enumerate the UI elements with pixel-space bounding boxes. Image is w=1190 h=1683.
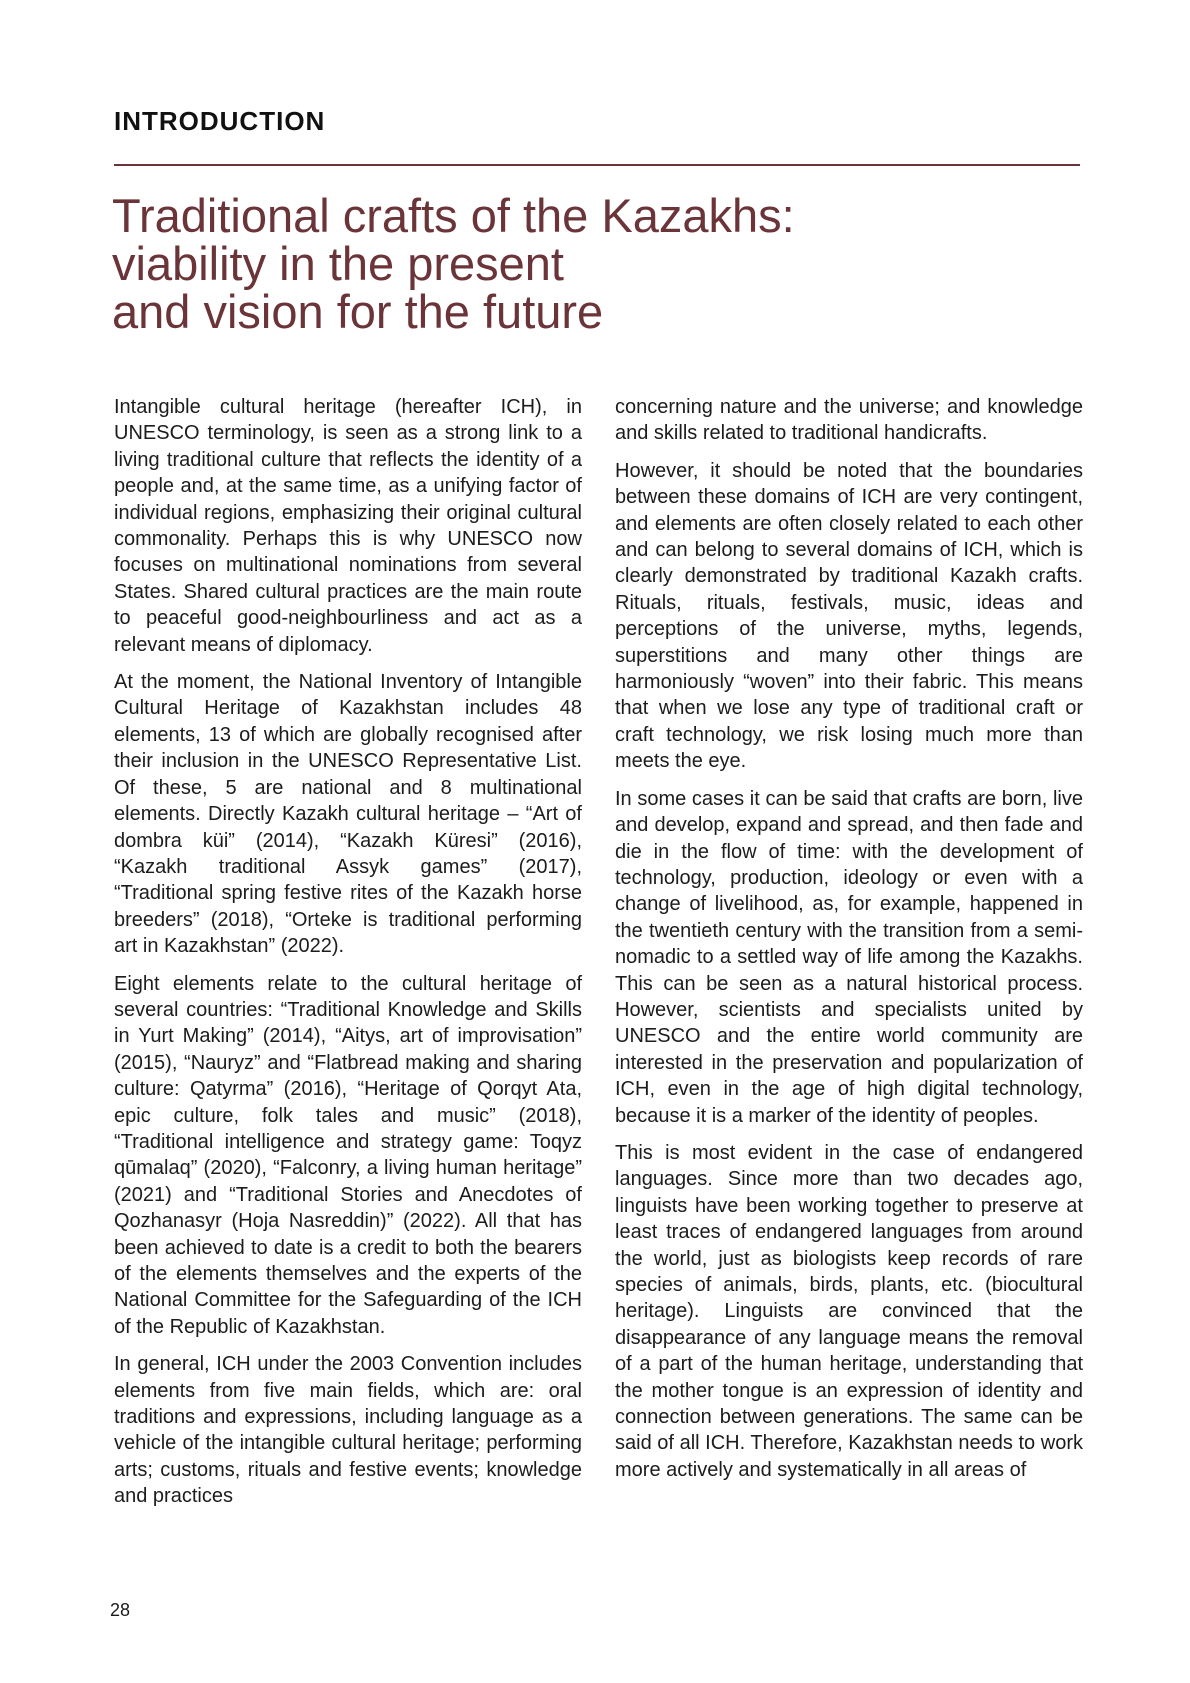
- paragraph: concerning nature and the universe; and knowledge and skills related to traditional handicrafts.: [615, 396, 1083, 445]
- paragraph: However, it should be noted that the boundaries between these domains of ICH are very contingent, and elements are often closely related to each other and can belong to several domains of ICH, which is clearly demonstrated by traditional Kazakh crafts. Rituals, rituals, festivals, music, ideas and perceptions of the universe, myths, legends, superstitions and many other things are harmoniously “woven” into their fabric. This means that when we lose any type of traditional craft or craft technology, we risk losing much more than meets the eye.: [615, 459, 1083, 773]
- paragraph: In general, ICH under the 2003 Convention includes elements from five main fields, which are: oral traditions and expressions, including language as a vehicle of the intangible cultural heritage; performing arts; customs, rituals and festive events; knowledge and practices: [114, 1353, 582, 1508]
- paragraph: This is most evident in the case of endangered languages. Since more than two decades ago, linguists have been working together to preserve at least traces of endangered languages from around the world, just as biologists keep records of rare species of animals, birds, plants, etc. (biocultural heritage). Linguists are convinced that the disappearance of any language means the removal of a part of the human heritage, understanding that the mother tongue is an expression of identity and connection between generations. The same can be said of all ICH. Therefore, Kazakhstan needs to work more actively and systematically in all areas of: [615, 1141, 1083, 1481]
- title-line-2: viability in the present: [112, 237, 564, 290]
- paragraph: Intangible cultural heritage (hereafter ICH), in UNESCO terminology, is seen as a strong link to a living traditional culture that reflects the identity of a people and, at the same time, as a unifying factor of individual regions, emphasizing their original cultural commonality. Perhaps this is why UNESCO now focuses on multinational nominations from several States. Shared cultural practices are the main route to peaceful good-neighbourliness and act as a relevant means of diplomacy.: [114, 396, 582, 656]
- title-line-1: Traditional crafts of the Kazakhs:: [112, 189, 795, 242]
- page-title: [112, 189, 1012, 338]
- right-column: [615, 394, 1083, 1494]
- paragraph: In some cases it can be said that crafts are born, live and develop, expand and spread, and then fade and die in the flow of time: with the development of technology, production, ideology or even with a change of livelihood, as, for example, happened in the twentieth century with the transition from a semi-nomadic to a settled way of life among the Kazakhs. This can be seen as a natural historical process. However, scientists and specialists united by UNESCO and the entire world community are interested in the preservation and popularization of ICH, even in the age of high digital technology, because it is a marker of the identity of peoples.: [615, 787, 1083, 1127]
- section-label: INTRODUCTION: [114, 106, 326, 136]
- header-divider: [114, 164, 1080, 166]
- page-number: 28: [110, 1600, 131, 1620]
- left-column: [114, 394, 582, 1521]
- title-line-3: and vision for the future: [112, 285, 604, 338]
- paragraph: Eight elements relate to the cultural heritage of several countries: “Traditional Knowledge and Skills in Yurt Making” (2014), “Aitys, art of improvisation” (2015), “Nauryz” and “Flatbread making and sharing culture: Qatyrma” (2016), “Heritage of Qorqyt Ata, epic culture, folk tales and music” (2018), “Traditional intelligence and strategy game: Toqyz qūmalaq” (2020), “Falconry, a living human heritage” (2021) and “Traditional Stories and Anecdotes of Qozhanasyr (Hoja Nasreddin)” (2022). All that has been achieved to date is a credit to both the bearers of the elements themselves and the experts of the National Committee for the Safeguarding of the ICH of the Republic of Kazakhstan.: [114, 972, 582, 1338]
- paragraph: At the moment, the National Inventory of Intangible Cultural Heritage of Kazakhstan includes 48 elements, 13 of which are globally recognised after their inclusion in the UNESCO Representative List. Of these, 5 are national and 8 multinational elements. Directly Kazakh cultural heritage – “Art of dombra küi” (2014), “Kazakh Küresi” (2016), “Kazakh traditional Assyk games” (2017), “Traditional spring festive rites of the Kazakh horse breeders” (2018), “Orteke is traditional performing art in Kazakhstan” (2022).: [114, 671, 582, 958]
